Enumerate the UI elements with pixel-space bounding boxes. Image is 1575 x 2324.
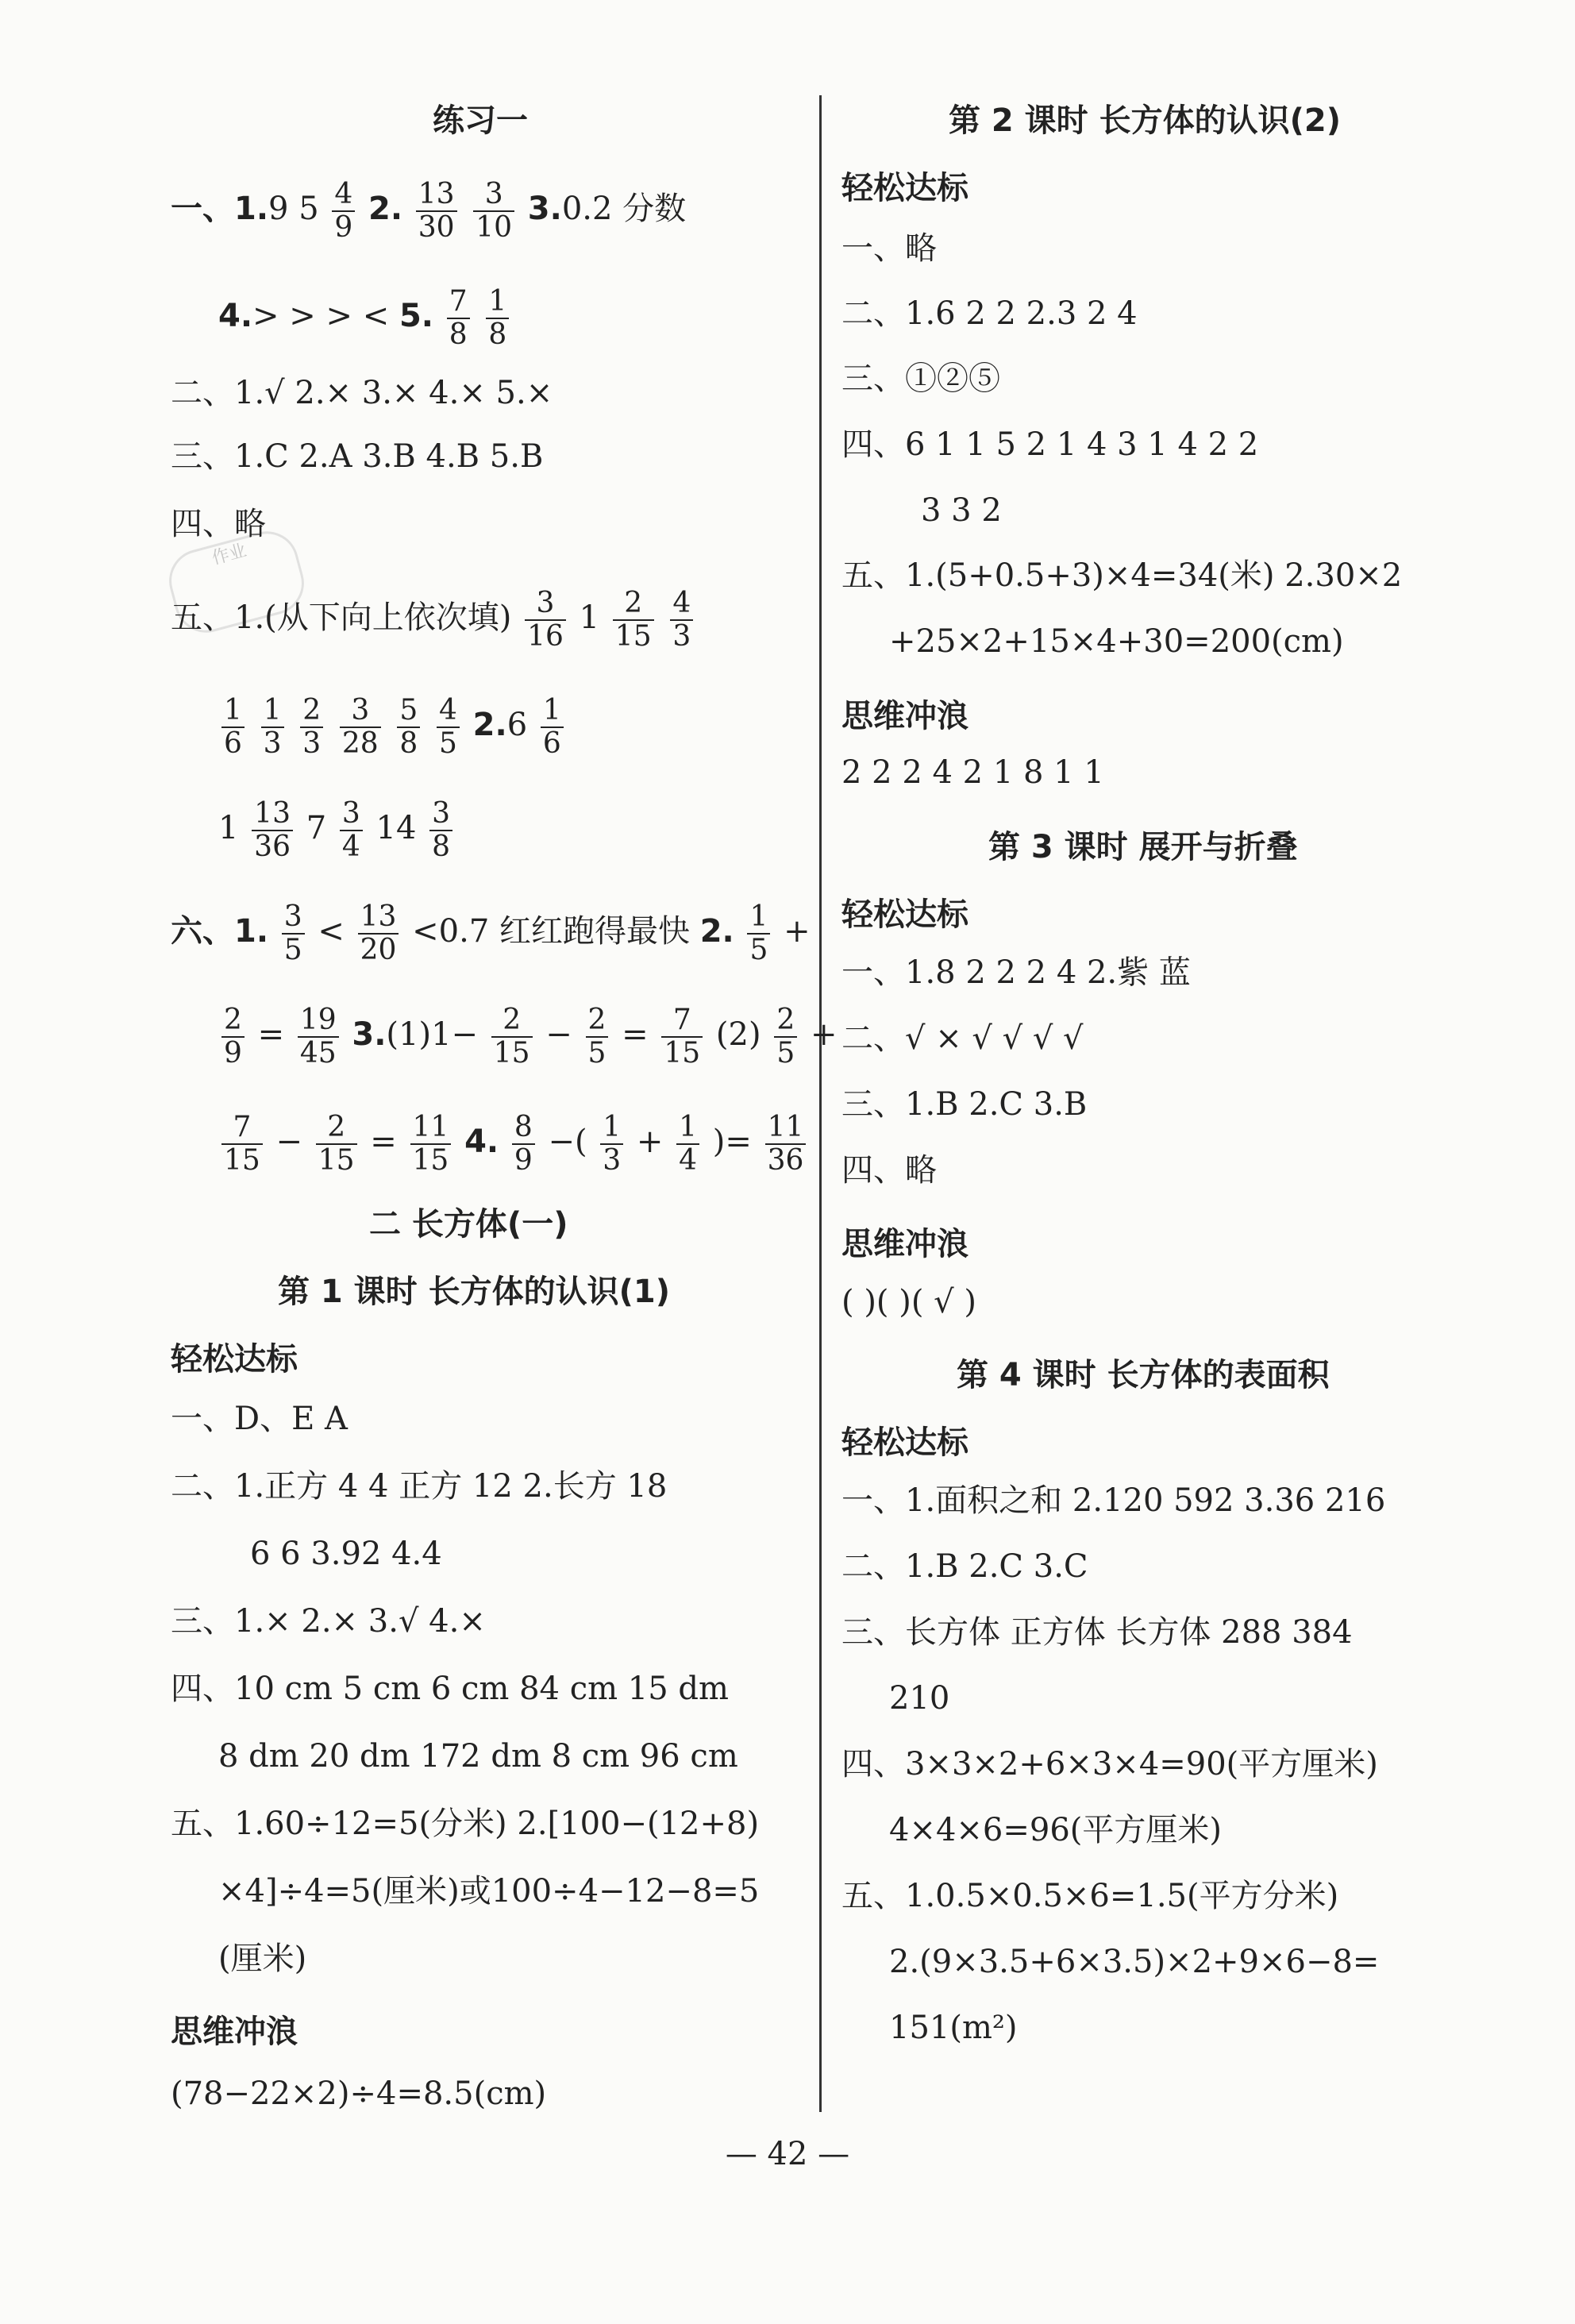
numerator: 7	[221, 1112, 263, 1145]
numerator: 1	[221, 695, 245, 728]
numerator: 8	[512, 1112, 535, 1145]
fraction	[300, 695, 323, 760]
right-line-8: 2 2 2 4 2 1 8 1 1	[841, 754, 1104, 791]
left-line-19: ×4]÷4=5(厘米)或100÷4−12−8=5	[218, 1873, 760, 1910]
text: 五、1.(从下向上依次填)	[171, 599, 512, 636]
denominator: 3	[603, 1144, 622, 1177]
numerator: 11	[765, 1112, 807, 1145]
fraction	[512, 1112, 535, 1177]
lesson4-title: 第 4 课时 长方体的表面积	[957, 1357, 1330, 1393]
numerator: 13	[416, 179, 457, 212]
easy-heading-3: 轻松达标	[841, 896, 968, 933]
think-heading-3: 思维冲浪	[841, 1226, 968, 1262]
denominator: 8	[488, 318, 507, 351]
denominator: 4	[679, 1144, 698, 1177]
denominator: 3	[302, 727, 322, 760]
left-line-1	[171, 179, 686, 244]
fraction	[661, 1004, 703, 1070]
fraction	[676, 1112, 699, 1177]
numerator: 1	[541, 695, 564, 728]
fraction	[221, 1112, 263, 1177]
fraction	[491, 1004, 533, 1070]
text: )=	[712, 1123, 752, 1160]
text: −	[275, 1123, 303, 1160]
denominator: 15	[318, 1144, 355, 1177]
fraction	[221, 695, 245, 760]
fraction	[765, 1112, 807, 1177]
text: 14	[375, 810, 417, 846]
denominator: 45	[299, 1037, 337, 1070]
label: 3.	[527, 191, 562, 227]
left-line-15: 三、1.× 2.× 3.√ 4.×	[171, 1603, 486, 1640]
numerator: 19	[298, 1004, 339, 1038]
numerator: 3	[340, 798, 363, 831]
numerator: 13	[252, 798, 293, 831]
fraction	[397, 695, 420, 760]
fraction	[261, 695, 284, 760]
numerator: 13	[358, 901, 399, 935]
denominator: 16	[527, 620, 564, 653]
right-line-1: 一、略	[841, 230, 937, 267]
left-line-11	[218, 1112, 809, 1177]
right-line-20: 五、1.0.5×0.5×6=1.5(平方分米)	[841, 1878, 1339, 1914]
denominator: 3	[672, 620, 691, 653]
text: 7	[306, 810, 327, 846]
denominator: 28	[341, 727, 379, 760]
left-line-8	[218, 798, 456, 863]
text: +	[784, 913, 811, 950]
left-line-7	[218, 695, 567, 760]
denominator: 5	[776, 1037, 795, 1070]
exercise1-title: 练习一	[433, 102, 528, 139]
numerator: 7	[447, 286, 470, 319]
left-line-3: 二、1.√ 2.× 3.× 4.× 5.×	[171, 375, 553, 411]
denominator: 8	[399, 727, 418, 760]
numerator: 1	[261, 695, 284, 728]
denominator: 4	[341, 831, 360, 863]
text: <	[318, 913, 345, 950]
right-line-13: ( )( )( √ )	[841, 1284, 976, 1320]
right-line-16: 三、长方体 正方体 长方体 288 384	[841, 1614, 1353, 1651]
numerator: 4	[332, 179, 355, 212]
right-line-17: 210	[889, 1680, 950, 1717]
left-line-4: 三、1.C 2.A 3.B 4.B 5.B	[171, 438, 544, 475]
text: +	[810, 1016, 838, 1053]
fraction	[525, 588, 566, 653]
text: 1	[579, 599, 610, 636]
right-line-3: 三、①②⑤	[841, 360, 1000, 397]
fraction	[340, 695, 381, 760]
fraction	[600, 1112, 623, 1177]
denominator: 36	[767, 1144, 804, 1177]
label: 2.	[699, 913, 734, 950]
denominator: 15	[224, 1144, 260, 1177]
numerator: 3	[525, 588, 566, 621]
left-line-18: 五、1.60÷12=5(分米) 2.[100−(12+8)	[171, 1806, 760, 1842]
text: −	[545, 1016, 572, 1053]
lesson3-title: 第 3 课时 展开与折叠	[988, 829, 1298, 865]
numerator: 1	[747, 901, 770, 935]
fraction	[410, 1112, 452, 1177]
numerator: 2	[300, 695, 323, 728]
denominator: 5	[749, 934, 768, 966]
left-line-9	[171, 901, 811, 966]
unit2-title: 二 长方体(一)	[369, 1206, 568, 1243]
text: (1)1−	[386, 1016, 479, 1053]
label: 2.	[368, 191, 403, 227]
text: −(	[548, 1123, 587, 1160]
label: 4.	[464, 1123, 499, 1160]
denominator: 5	[439, 727, 457, 760]
denominator: 15	[614, 620, 652, 653]
denominator: 10	[476, 211, 513, 244]
right-line-10: 二、√ × √ √ √ √	[841, 1020, 1084, 1057]
page-number: — 42 —	[725, 2136, 850, 2172]
right-line-12: 四、略	[841, 1152, 937, 1189]
text: > > > <	[252, 298, 399, 334]
text: 1	[218, 810, 239, 846]
right-line-7: +25×2+15×4+30=200(cm)	[889, 623, 1344, 660]
left-line-17: 8 dm 20 dm 172 dm 8 cm 96 cm	[218, 1738, 738, 1775]
denominator: 8	[449, 318, 468, 351]
left-line-20: (厘米)	[218, 1941, 307, 1977]
numerator: 1	[600, 1112, 623, 1145]
stamp-text: 作业	[210, 540, 249, 569]
fraction	[486, 286, 509, 351]
left-line-12: 一、D、E A	[171, 1401, 348, 1437]
numerator: 2	[316, 1112, 357, 1145]
right-line-5: 3 3 2	[921, 492, 1002, 529]
fraction	[252, 798, 293, 863]
right-line-18: 四、3×3×2+6×3×4=90(平方厘米)	[841, 1746, 1378, 1783]
fraction	[747, 901, 770, 966]
denominator: 8	[432, 831, 451, 863]
fraction	[429, 798, 452, 863]
label: 一、1.	[171, 191, 269, 227]
denominator: 9	[334, 211, 353, 244]
right-line-4: 四、6 1 1 5 2 1 4 3 1 4 2 2	[841, 426, 1259, 463]
easy-heading-4: 轻松达标	[841, 1424, 968, 1461]
fraction	[437, 695, 460, 760]
left-line-16: 四、10 cm 5 cm 6 cm 84 cm 15 dm	[171, 1671, 729, 1707]
numerator: 3	[473, 179, 514, 212]
denominator: 3	[263, 727, 282, 760]
right-line-2: 二、1.6 2 2 2.3 2 4	[841, 295, 1138, 332]
numerator: 3	[340, 695, 381, 728]
numerator: 3	[429, 798, 452, 831]
numerator: 3	[282, 901, 305, 935]
fraction	[340, 798, 363, 863]
text: <0.7 红红跑得最快	[412, 913, 700, 950]
right-line-14: 一、1.面积之和 2.120 592 3.36 216	[841, 1482, 1386, 1519]
left-line-2	[218, 286, 512, 351]
fraction	[416, 179, 457, 244]
right-line-6: 五、1.(5+0.5+3)×4=34(米) 2.30×2	[841, 557, 1403, 594]
numerator: 11	[410, 1112, 452, 1145]
numerator: 4	[437, 695, 460, 728]
text: 6	[506, 707, 528, 743]
text: +	[636, 1123, 664, 1160]
fraction	[586, 1004, 609, 1070]
easy-heading-1: 轻松达标	[171, 1341, 298, 1378]
numerator: 1	[486, 286, 509, 319]
text: 9 5	[268, 191, 329, 227]
numerator: 2	[586, 1004, 609, 1038]
left-line-5: 四、略	[171, 506, 266, 542]
left-line-6	[171, 588, 696, 653]
easy-heading-2: 轻松达标	[841, 170, 968, 206]
denominator: 36	[254, 831, 291, 863]
numerator: 1	[676, 1112, 699, 1145]
left-line-21: (78−22×2)÷4=8.5(cm)	[171, 2075, 547, 2112]
column-divider	[819, 95, 822, 2112]
text: 0.2 分数	[561, 191, 687, 227]
lesson1-title: 第 1 课时 长方体的认识(1)	[278, 1274, 671, 1310]
label: 5.	[399, 298, 433, 334]
label: 3.	[352, 1016, 387, 1053]
right-line-15: 二、1.B 2.C 3.C	[841, 1548, 1088, 1585]
numerator: 7	[661, 1004, 703, 1038]
denominator: 6	[542, 727, 561, 760]
denominator: 15	[412, 1144, 449, 1177]
denominator: 30	[418, 211, 455, 244]
think-heading-1: 思维冲浪	[171, 2014, 298, 2050]
fraction	[541, 695, 564, 760]
label: 六、1.	[171, 913, 269, 950]
right-line-9: 一、1.8 2 2 2 4 2.紫 蓝	[841, 954, 1191, 991]
fraction	[221, 1004, 245, 1070]
right-line-22: 151(m²)	[889, 2010, 1018, 2046]
fraction	[358, 901, 399, 966]
text: =	[257, 1016, 285, 1053]
fraction	[298, 1004, 339, 1070]
think-heading-2: 思维冲浪	[841, 698, 968, 734]
numerator: 2	[613, 588, 654, 621]
left-line-14: 6 6 3.92 4.4	[250, 1536, 442, 1572]
left-line-10	[218, 1004, 837, 1070]
text: (2)	[715, 1016, 761, 1053]
fraction	[316, 1112, 357, 1177]
label: 4.	[218, 298, 253, 334]
fraction	[473, 179, 514, 244]
denominator: 9	[224, 1037, 242, 1070]
right-line-21: 2.(9×3.5+6×3.5)×2+9×6−8=	[889, 1944, 1380, 1980]
left-line-13: 二、1.正方 4 4 正方 12 2.长方 18	[171, 1468, 668, 1505]
label: 2.	[472, 707, 507, 743]
fraction	[332, 179, 355, 244]
denominator: 5	[283, 934, 302, 966]
numerator: 2	[221, 1004, 245, 1038]
text: =	[370, 1123, 397, 1160]
fraction	[774, 1004, 797, 1070]
denominator: 6	[224, 727, 242, 760]
numerator: 2	[491, 1004, 533, 1038]
numerator: 5	[397, 695, 420, 728]
fraction	[282, 901, 305, 966]
right-line-19: 4×4×6=96(平方厘米)	[889, 1812, 1223, 1848]
denominator: 20	[360, 934, 397, 966]
denominator: 15	[664, 1037, 701, 1070]
numerator: 2	[774, 1004, 797, 1038]
denominator: 15	[493, 1037, 530, 1070]
right-line-11: 三、1.B 2.C 3.B	[841, 1086, 1088, 1123]
denominator: 9	[514, 1144, 533, 1177]
fraction	[613, 588, 654, 653]
fraction	[670, 588, 693, 653]
text: =	[622, 1016, 649, 1053]
fraction	[447, 286, 470, 351]
numerator: 4	[670, 588, 693, 621]
lesson2-title: 第 2 课时 长方体的认识(2)	[949, 102, 1342, 139]
denominator: 5	[587, 1037, 607, 1070]
